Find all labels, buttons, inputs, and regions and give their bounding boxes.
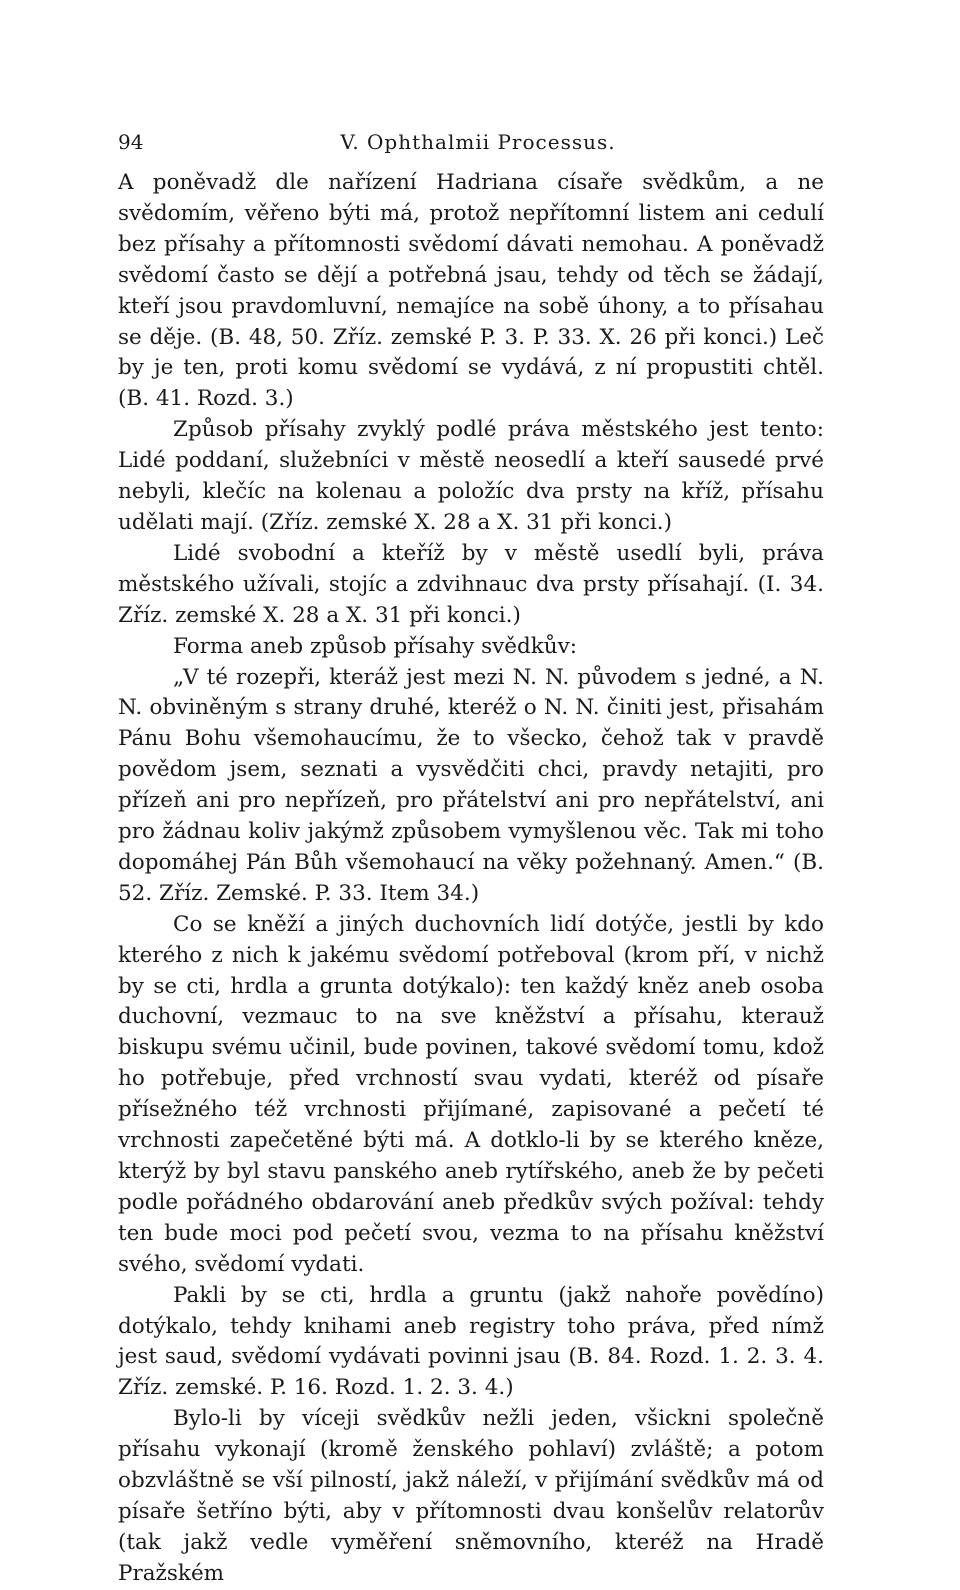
paragraph-7: Pakli by se cti, hrdla a gruntu (jakž nahoře povědíno) dotýkalo, tehdy knihami aneb registry toho práva, před nímž jest saud, svědomí vydávati povinni jsau (B. 84. Rozd. 1. 2. 3. 4. Zříz. zemské. P. 16. Rozd. 1. 2. 3. 4.) [118,1282,824,1401]
paragraph-1: A poněvadž dle nařízení Hadriana císaře svědkům, a ne svědomím, věřeno býti má, protož nepřítomní listem ani cedulí bez přísahy a přítomnosti svědomí dávati nemohau. A poněvadž svědomí často se dějí a potřebná jsau, tehdy od těch se žádají, kteří jsou pravdomluvní, nemajíce na sobě úhony, a to přísahau se děje. (B. 48, 50. Zříz. zemské P. 3. P. 33. X. 26 při konci.) Leč by je ten, proti komu svědomí se vydává, z ní propustiti chtěl. (B. 41. Rozd. 3.) [118,170,824,412]
page-body [118,168,824,1590]
paragraph-4: Forma aneb způsob přísahy svědkův: [173,633,578,659]
paragraph-5: „V té rozepři, kteráž jest mezi N. N. původem s jedné, a N. N. obviněným s strany druhé, kteréž o N. N. činiti jest, přisahám Pánu Bohu všemohaucímu, že to všecko, čehož tak v pravdě povědom jsem, seznati a vysvědčiti chci, pravdy netajiti, pro přízeň ani pro nepřízeň, pro přátelství ani pro nepřátelství, ani pro žádnau koliv jakýmž způsobem vymyšlenou věc. Tak mi toho dopomáhej Pán Bůh všemohaucí na věky požehnaný. Amen.“ (B. 52. Zříz. Zemské. P. 33. Item 34.) [118,664,824,906]
running-title: V. Ophthalmii Processus. [340,130,616,154]
paragraph-3: Lidé svobodní a kteříž by v městě usedlí byli, práva městského užívali, stojíc a zdvihnauc dva prsty přísahají. (I. 34. Zříz. zemské X. 28 a X. 31 při konci.) [118,540,824,628]
paragraph-6: Co se kněží a jiných duchovních lidí dotýče, jestli by kdo kterého z nich k jakému svědomí potřeboval (krom pří, v nichž by se cti, hrdla a grunta dotýkalo): ten každý kněz aneb osoba duchovní, vezmauc to na sve kněžství a přísahu, kterauž biskupu svému učinil, bude povinen, takové svědomí tomu, kdož ho potřebuje, před vrchností svau vydati, kteréž od písaře přísežného též vrchnosti přijímané, zapisované a pečetí té vrchnosti zapečetěné býti má. A dotklo-li by se kterého kněze, kterýž by byl stavu panského aneb rytířského, aneb že by pečeti podle pořádného obdarování aneb předkův svých požíval: tehdy ten bude moci pod pečetí svou, vezma to na přísahu kněžství svého, svědomí vydati. [118,911,824,1277]
page-header [118,130,838,156]
page-number: 94 [118,130,144,154]
paragraph-8: Bylo-li by víceji svědkův nežli jeden, všickni společně přísahu vykonají (kromě ženského pohlaví) zvláště; a potom obzvláštně se vší pilností, jakž náleží, v přijímání svědkův má od písaře šetříno býti, aby v přítomnosti dvau konšelův relatorův (tak jakž vedle vyměření sněmovního, kteréž na Hradě Pražském [118,1406,824,1586]
paragraph-2: Způsob přísahy zvyklý podlé práva městského jest tento: Lidé poddaní, služebníci v městě neosedlí a kteří sausedé prvé nebyli, klečíc na kolenau a položíc dva prsty na kříž, přísahu udělati mají. (Zříz. zemské X. 28 a X. 31 při konci.) [118,417,824,535]
